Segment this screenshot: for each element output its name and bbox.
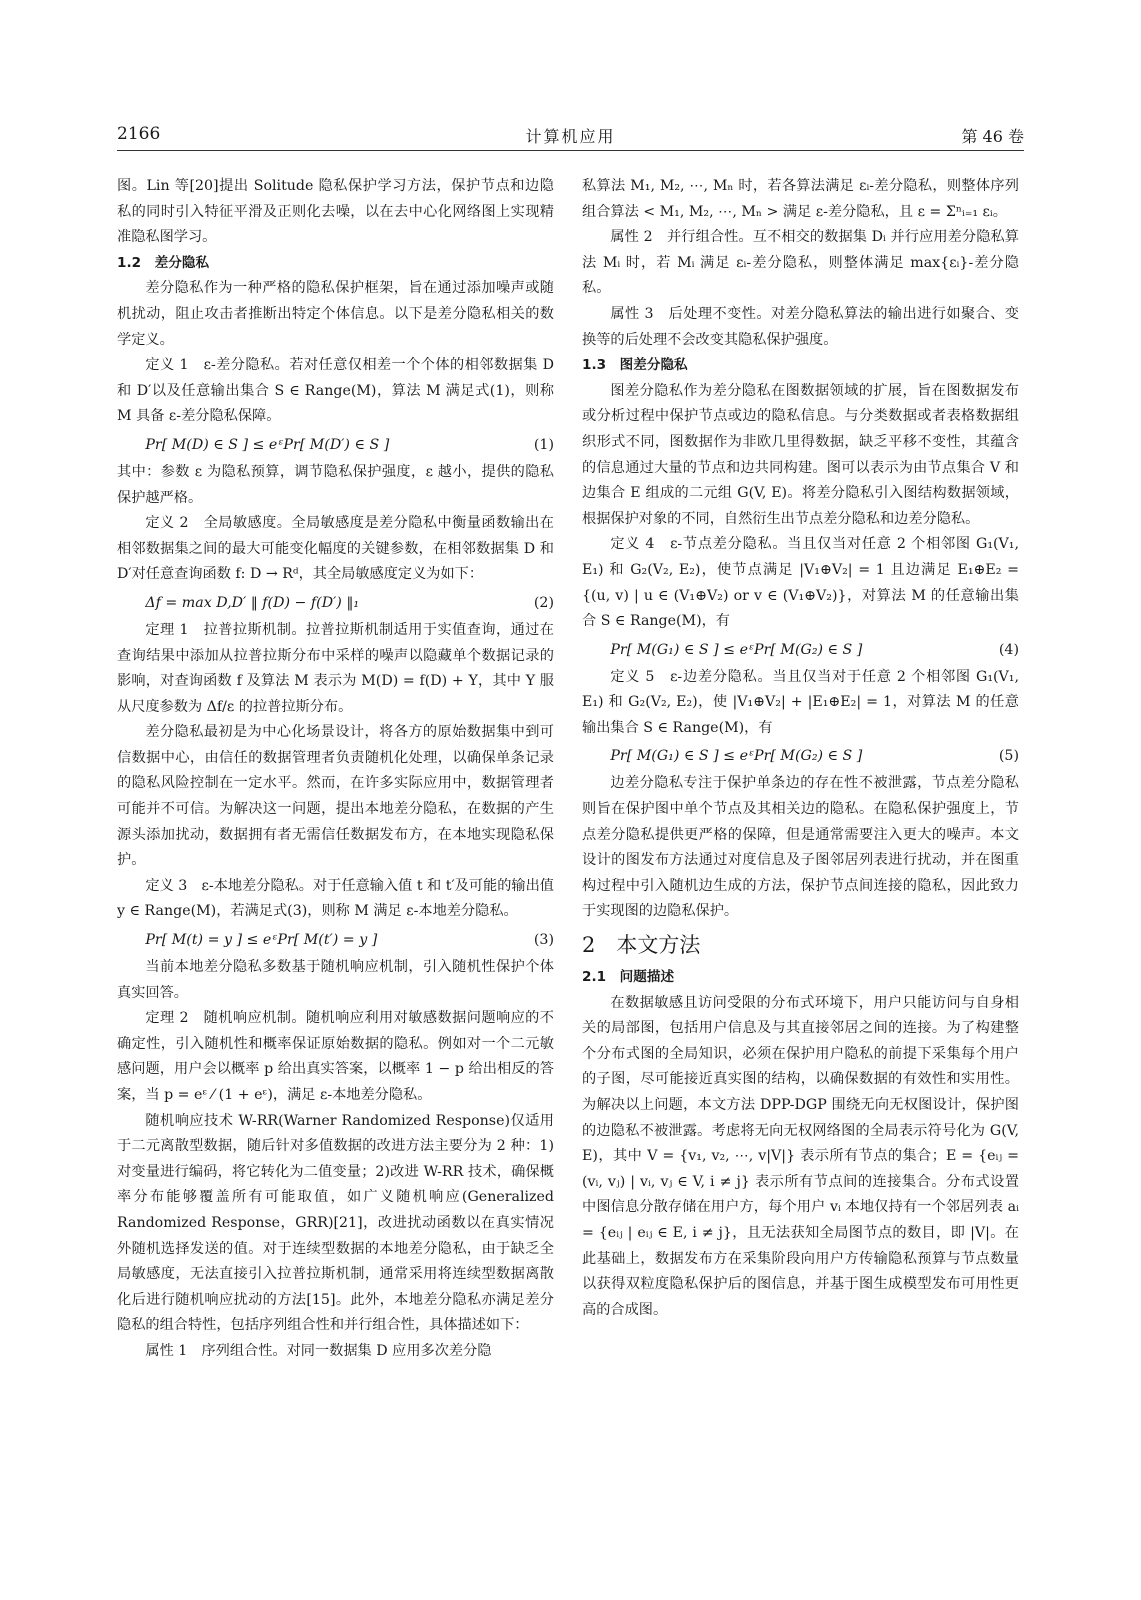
equation-number: (2) bbox=[533, 594, 554, 611]
paragraph: 其中：参数 ε 为隐私预算，调节隐私保护强度，ε 越小，提供的隐私保护越严格。 bbox=[117, 463, 554, 506]
paragraph: 定理 1 拉普拉斯机制。拉普拉斯机制适用于实值查询，通过在查询结果中添加从拉普拉斯分布中采样的噪声以隐藏单个数据记录的影响，对查询函数 f 及算法 M 表示为 M(D) = f(D) + Y，其中 Y 服从尺度参数为 Δf/ε 的拉普拉斯分布。 bbox=[117, 621, 554, 715]
left-column bbox=[117, 174, 554, 1574]
equation bbox=[117, 927, 554, 953]
paragraph: 图。Lin 等[20]提出 Solitude 隐私保护学习方法，保护节点和边隐私的同时引入特征平滑及正则化去噪，以在去中心化网络图上实现精准隐私图学习。 bbox=[117, 178, 554, 246]
paragraph: 差分隐私最初是为中心化场景设计，将各方的原始数据集中到可信数据中心，由信任的数据管理者负责随机化处理，以确保单条记录的隐私风险控制在一定水平。然而，在许多实际应用中，数据管理者可能并不可信。为解决这一问题，提出本地差分隐私，在数据的产生源头添加扰动，数据拥有者无需信任数据发布方，在本地实现隐私保护。 bbox=[117, 724, 554, 869]
paragraph: 图差分隐私作为差分隐私在图数据领域的扩展，旨在图数据发布或分析过程中保护节点或边的隐私信息。与分类数据或者表格数据组织形式不同，图数据作为非欧几里得数据，缺乏平移不变性，其蕴含的信息通过大量的节点和边共同构建。图可以表示为由节点集合 V 和边集合 E 组成的二元组 G(V, E)。将差分隐私引入图结构数据领域，根据保护对象的不同，自然衍生出节点差分隐私和边差分隐私。 bbox=[582, 382, 1019, 527]
page-number: 2166 bbox=[117, 124, 161, 144]
chapter-heading: 2 本文方法 bbox=[582, 933, 701, 958]
paragraph: 定义 3 ε-本地差分隐私。对于任意输入值 t 和 t′及可能的输出值 y ∈ Range(M)，若满足式(3)，则称 M 满足 ε-本地差分隐私。 bbox=[117, 877, 554, 920]
section-heading: 2.1 问题描述 bbox=[582, 969, 675, 986]
equation-body: Pr[ M(G₁) ∈ S ] ≤ eᵋPr[ M(G₂) ∈ S ] bbox=[610, 641, 863, 658]
header-rule bbox=[117, 150, 1024, 151]
journal-name: 计算机应用 bbox=[525, 127, 616, 146]
paragraph: 私算法 M₁, M₂, ⋯, Mₙ 时，若各算法满足 εᵢ-差分隐私，则整体序列组合算法 < M₁, M₂, ⋯, Mₙ > 满足 ε-差分隐私，且 ε = Σⁿᵢ₌₁ εᵢ。 bbox=[582, 178, 1019, 220]
paragraph: 属性 1 序列组合性。对同一数据集 D 应用多次差分隐 bbox=[145, 1342, 492, 1359]
equation-number: (5) bbox=[998, 748, 1019, 765]
equation bbox=[117, 590, 554, 616]
equation bbox=[117, 432, 554, 458]
equation-number: (4) bbox=[998, 641, 1019, 658]
paragraph: 随机响应技术 W-RR(Warner Randomized Response)仅适用于二元离散型数据，随后针对多值数据的改进方法主要分为 2 种：1)对变量进行编码，将它转化为二值变量；2)改进 W-RR 技术，确保概率分布能够覆盖所有可能取值，如广义随机响应(Generalized Randomized Response，GRR)[21]，改进扰动函数以在真实情况外随机选择发送的值。对于连续型数据的本地差分隐私，由于缺乏全局敏感度，无法直接引入拉普拉斯机制，通常采用将连续型数据离散化后进行随机响应扰动的方法[15]。此外，本地差分隐私亦满足差分隐私的组合特性，包括序列组合性和并行组合性，具体描述如下： bbox=[117, 1112, 554, 1334]
right-column bbox=[582, 174, 1019, 1574]
equation-number: (1) bbox=[533, 436, 554, 453]
equation-number: (3) bbox=[533, 932, 554, 949]
volume-number: 第 46 卷 bbox=[961, 127, 1024, 146]
section-heading: 1.3 图差分隐私 bbox=[582, 357, 688, 374]
paragraph: 当前本地差分隐私多数基于随机响应机制，引入随机性保护个体真实回答。 bbox=[117, 959, 554, 1001]
paragraph: 差分隐私作为一种严格的隐私保护框架，旨在通过添加噪声或随机扰动，阻止攻击者推断出特定个体信息。以下是差分隐私相关的数学定义。 bbox=[117, 280, 554, 348]
paragraph: 定义 5 ε-边差分隐私。当且仅当对于任意 2 个相邻图 G₁(V₁, E₁) 和 G₂(V₂, E₂)，使 |V₁⊕V₂| + |E₁⊕E₂| = 1，对算法 M 的任意输出集合 S ∈ Range(M)，有 bbox=[582, 668, 1019, 736]
equation-body: Δf = max D,D′ ‖ f(D) − f(D′) ‖₁ bbox=[145, 594, 360, 611]
paragraph: 属性 3 后处理不变性。对差分隐私算法的输出进行如聚合、变换等的后处理不会改变其隐私保护强度。 bbox=[582, 305, 1019, 348]
section-heading: 1.2 差分隐私 bbox=[117, 254, 210, 271]
paragraph: 在数据敏感且访问受限的分布式环境下，用户只能访问与自身相关的局部图，包括用户信息及与其直接邻居之间的连接。为了构建整个分布式图的全局知识，必须在保护用户隐私的前提下采集每个用户的子图，尽可能接近真实图的结构，以确保数据的有效性和实用性。为解决以上问题，本文方法 DPP-DGP 围绕无向无权图设计，保护图的边隐私不被泄露。考虑将无向无权网络图的全局表示符号化为 G(V, E)，其中 V = {v₁, v₂, ⋯, v|V|} 表示所有节点的集合；E = {eᵢⱼ = (vᵢ, vⱼ) | vᵢ, vⱼ ∈ V, i ≠ j} 表示所有节点间的连接集合。分布式设置中图信息分散存储在用户方，每个用户 vᵢ 本地仅持有一个邻居列表 aᵢ = {eᵢⱼ | eᵢⱼ ∈ E, i ≠ j}，且无法获知全局图节点的数目，即 |V|。在此基础上，数据发布方在采集阶段向用户方传输隐私预算与节点数量以获得双粒度隐私保护后的图信息，并基于图生成模型发布可用性更高的合成图。 bbox=[582, 994, 1019, 1318]
equation-body: Pr[ M(t) = y ] ≤ eᵋPr[ M(t′) = y ] bbox=[145, 932, 378, 949]
paragraph: 定义 4 ε-节点差分隐私。当且仅当对任意 2 个相邻图 G₁(V₁, E₁) 和 G₂(V₂, E₂)，使节点满足 |V₁⊕V₂| = 1 且边满足 E₁⊕E₂ = {(u, v) | u ∈ (V₁⊕V₂) or v ∈ (V₁⊕V₂)}，对算法 M 的任意输出集合 S ∈ Range(M)，有 bbox=[582, 536, 1019, 630]
equation-body: Pr[ M(D) ∈ S ] ≤ eᵋPr[ M(D′) ∈ S ] bbox=[145, 436, 390, 453]
equation-body: Pr[ M(G₁) ∈ S ] ≤ eᵋPr[ M(G₂) ∈ S ] bbox=[610, 748, 863, 765]
paragraph: 边差分隐私专注于保护单条边的存在性不被泄露，节点差分隐私则旨在保护图中单个节点及其相关边的隐私。在隐私保护强度上，节点差分隐私提供更严格的保障，但是通常需要注入更大的噪声。本文设计的图发布方法通过对度信息及子图邻居列表进行扰动，并在图重构过程中引入随机边生成的方法，保护节点间连接的隐私，因此致力于实现图的边隐私保护。 bbox=[582, 775, 1019, 920]
paragraph: 定义 2 全局敏感度。全局敏感度是差分隐私中衡量函数输出在相邻数据集之间的最大可能变化幅度的关键参数，在相邻数据集 D 和 D′对任意查询函数 f: D → Rᵈ，其全局敏感度定义为如下： bbox=[117, 515, 554, 583]
equation bbox=[582, 637, 1019, 663]
paragraph: 定理 2 随机响应机制。随机响应利用对敏感数据问题响应的不确定性，引入随机性和概率保证原始数据的隐私。例如对一个二元敏感问题，用户会以概率 p 给出真实答案，以概率 1 − p 给出相反的答案，当 p = eᵋ ⁄ (1 + eᵋ)，满足 ε-本地差分隐私。 bbox=[117, 1010, 554, 1103]
page-header bbox=[117, 124, 1024, 148]
paragraph: 定义 1 ε-差分隐私。若对任意仅相差一个个体的相邻数据集 D 和 D′以及任意输出集合 S ∈ Range(M)，算法 M 满足式(1)，则称 M 具备 ε-差分隐私保障。 bbox=[117, 357, 554, 425]
equation bbox=[582, 743, 1019, 769]
paragraph: 属性 2 并行组合性。互不相交的数据集 Dᵢ 并行应用差分隐私算法 Mᵢ 时，若 Mᵢ 满足 εᵢ-差分隐私，则整体满足 max{εᵢ}-差分隐私。 bbox=[582, 229, 1019, 297]
